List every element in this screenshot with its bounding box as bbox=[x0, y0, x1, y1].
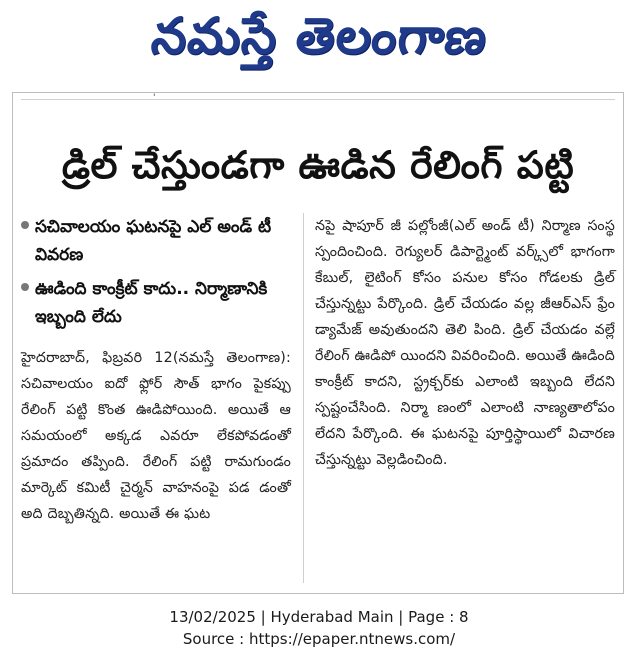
bullet-dot-icon bbox=[21, 283, 29, 291]
footer bbox=[0, 606, 638, 650]
left-column bbox=[21, 213, 291, 527]
bullet-point bbox=[21, 275, 291, 331]
article-clipping bbox=[12, 92, 624, 594]
column-divider bbox=[303, 213, 304, 583]
masthead bbox=[0, 0, 638, 84]
source-link[interactable]: Source : https://epaper.ntnews.com/ bbox=[182, 630, 456, 648]
bullet-point bbox=[21, 213, 291, 269]
newspaper-logo: నమస్తే తెలంగాణ bbox=[148, 6, 491, 65]
top-snippet: ' bbox=[153, 93, 156, 103]
article-headline: డ్రిల్ చేస్తుండగా ఊడిన రేలింగ్ పట్టి bbox=[61, 143, 575, 187]
edition-info: 13/02/2025 | Hyderabad Main | Page : 8 bbox=[169, 608, 469, 626]
top-rule bbox=[21, 99, 615, 100]
bullet-dot-icon bbox=[21, 221, 29, 229]
bullet-text: ఊడింది కాంక్రీట్ కాదు.. నిర్మాణానికి ఇబ్బంది లేదు bbox=[35, 279, 268, 327]
right-body-text: నపై షాపూర్ జీ పల్లోంజీ(ఎల్ అండ్ టీ) నిర్మాణ సంస్థ స్పందించింది. రెగ్యులర్ డిపార్ట్మెంట్ వర్క్స్‌లో భాగంగా కేబుల్, లైటింగ్ కోసం పనుల కోసం గోడలకు డ్రిల్ చేస్తున్నట్టు పేర్కొంది. డ్రిల్ చేయడం వల్ల జీఆర్‌ఎస్ ఫ్రేం డ్యామేజ్ అవుతుందని తెలి పింది. డ్రిల్ చేయడం వల్లే రేలింగ్ ఊడిపో యిందని వివరించింది. అయితే ఊడింది కాంక్రీట్ కాదని, స్ట్రక్చర్‌కు ఎలాంటి ఇబ్బంది లేదని స్పష్టంచేసింది. నిర్మా ణంలో ఎలాంటి నాణ్యతాలోపం లేదని పేర్కొంది. ఈ ఘటనపై పూర్తిస్థాయిలో విచారణ చేస్తున్నట్టు వెల్లడించింది. bbox=[315, 218, 615, 468]
bullet-text: సచివాలయం ఘటనపై ఎల్ అండ్ టీ వివరణ bbox=[35, 217, 272, 265]
right-column bbox=[315, 213, 615, 473]
left-body-text: హైదరాబాద్, ఫిబ్రవరి 12(నమస్తే తెలంగాణ): సచివాలయం ఐదో ఫ్లోర్ సౌత్ భాగం పైకప్పు రేలింగ్ పట్టి కొంత ఊడిపోయింది. అయితే ఆ సమయంలో అక్కడ ఎవరూ లేకపోవడంతో ప్రమాదం తప్పింది. రేలింగ్ పట్టి రామగుండం మార్కెట్ కమిటీ చైర్మన్ వాహనంపై పడ డంతో అది దెబ్బతిన్నది. అయితే ఈ ఘట bbox=[21, 350, 291, 522]
